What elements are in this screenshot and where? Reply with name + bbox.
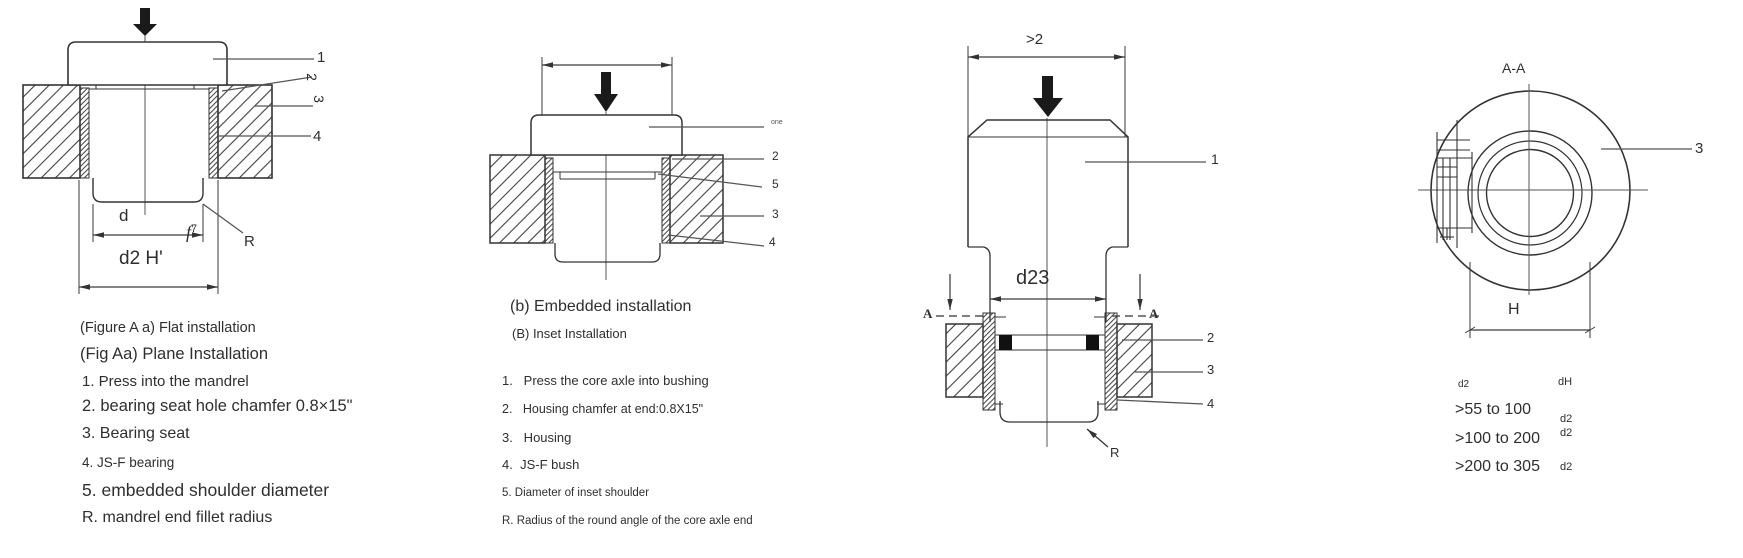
press-arrow-icon (1033, 76, 1063, 117)
fig-a-note-r: R. mandrel end fillet radius (82, 509, 273, 526)
fig-b-note-3: 3. Housing (502, 430, 572, 445)
crosshair-lines (1418, 84, 1648, 295)
fig-a-dim-d: d (119, 206, 129, 225)
fig-a-note-4: 4. JS-F bearing (82, 455, 175, 470)
fig-a-dim-d2h: d2 H' (119, 248, 163, 269)
fig-b-note-r: R. Radius of the round angle of the core axle end (502, 515, 753, 527)
fig-b-callout-5: 5 (772, 177, 779, 191)
fig-a-dim-r: R (244, 233, 255, 250)
shaft-end (555, 243, 660, 262)
fig-c-dim-d23: d23 (1016, 267, 1050, 289)
fig-c-callout-2: 2 (1207, 330, 1215, 345)
mandrel-outline (68, 42, 227, 85)
fig-b-callout-one: one (771, 119, 783, 126)
fig-d-table-col1-header: d2 (1458, 379, 1470, 390)
fig-a-dim-f7 (166, 201, 197, 263)
fig-c-callout-4: 4 (1207, 396, 1215, 411)
fig-b-callout-3: 3 (772, 207, 779, 221)
keyway-detail (1437, 120, 1472, 248)
fig-d-table-row3-value: d2 (1560, 461, 1573, 473)
fig-b-note-5: 5. Diameter of inset shoulder (502, 487, 650, 499)
fig-d-table-row3-range: >200 to 305 (1455, 458, 1540, 475)
fig-d-table-row2-range: >100 to 200 (1455, 430, 1540, 447)
fig-d-title: A-A (1502, 60, 1526, 76)
fig-a-caption-line2: (Fig Aa) Plane Installation (80, 345, 269, 363)
fig-d-callout-3: 3 (1695, 140, 1704, 157)
fig-c-dim-top: >2 (1026, 31, 1044, 48)
fig-d-table-col2-header: dH (1558, 376, 1573, 388)
bearing-section (80, 85, 218, 178)
fig-a-note-5: 5. embedded shoulder diameter (82, 480, 330, 500)
bushing-section (545, 158, 670, 243)
shaft-end (93, 178, 203, 202)
housing-blocks (23, 85, 272, 178)
fig-b-note-1: 1. Press the core axle into bushing (502, 373, 709, 388)
fig-c-callout-3: 3 (1207, 362, 1215, 377)
mandrel-outline (531, 115, 682, 155)
fig-c-section-a-right: A (1149, 306, 1159, 321)
press-tool-outline (968, 120, 1128, 322)
fig-a-note-3: 3. Bearing seat (82, 425, 190, 442)
fig-d-table-row2-value: d2 (1560, 427, 1573, 439)
fig-a-callout-3: 3 (310, 95, 327, 103)
fig-d-table-row1-range: >55 to 100 (1455, 401, 1532, 418)
fig-c-dim-r: R (1110, 445, 1120, 460)
fig-b-callout-4: 4 (769, 235, 776, 249)
fig-b-note-4: 4. JS-F bush (502, 457, 580, 472)
h-dimension (1465, 262, 1595, 338)
fig-b-note-2: 2. Housing chamfer at end:0.8X15" (502, 402, 704, 416)
fig-a-callout-1: 1 (317, 49, 326, 66)
fig-d-table-row1-value: d2 (1560, 413, 1573, 425)
fig-a-note-1: 1. Press into the mandrel (82, 373, 249, 390)
fig-d-dim-h: H (1508, 301, 1520, 318)
figure-d-drawing (1400, 55, 1720, 355)
fig-a-dim-f: f (186, 221, 192, 242)
fig-a-caption-line1: (Figure A a) Flat installation (80, 320, 256, 336)
fig-b-caption-line1: (b) Embedded installation (510, 298, 692, 315)
press-arrow-icon (594, 72, 618, 112)
fig-b-caption-line2: (B) Inset Installation (512, 326, 627, 341)
figure-b-drawing (430, 40, 785, 285)
fig-c-callout-1: 1 (1211, 151, 1219, 167)
fig-b-callout-2: 2 (772, 149, 779, 163)
fig-c-section-a-left: A (923, 306, 933, 321)
bearing-cup-section (983, 313, 1117, 410)
fig-a-callout-2: 2 (303, 73, 320, 81)
fig-a-dim-f-sup: 7 (191, 222, 198, 235)
fig-a-note-2: 2. bearing seat hole chamfer 0.8×15" (82, 397, 353, 415)
shaft-end (1000, 401, 1098, 422)
press-arrow-icon (133, 8, 157, 36)
fig-a-callout-4: 4 (313, 128, 322, 145)
figure-c-drawing (850, 10, 1245, 465)
